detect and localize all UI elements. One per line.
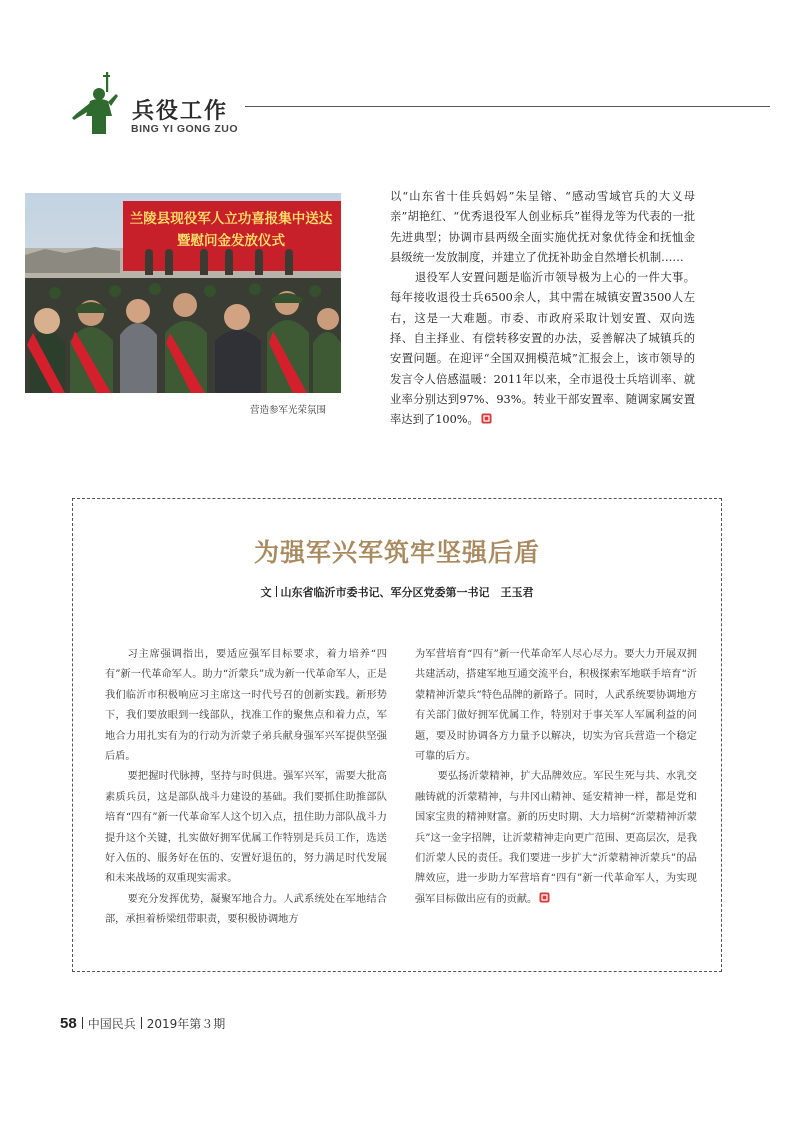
page-footer xyxy=(60,1015,225,1032)
article-column-2 xyxy=(415,645,697,910)
photo-caption: 营造参军光荣氛围 xyxy=(250,405,327,416)
col2-paragraph-2-text: 要弘扬沂蒙精神，扩大品牌效应。军民生死与共、水乳交融铸就的沂蒙精神，与井冈山精神、延安精神一样，都是党和国家宝贵的精神财富。新的历史时期、大力培树“沂蒙精神沂蒙兵”这一金字招牌，让沂蒙精神走向更广范围、更高层次，是我们沂蒙人民的责任。我们要进一步扩大“沂蒙精神沂蒙兵”的品牌效应，进一步助力军营培育“四有”新一代革命军人，为实现强军目标做出应有的贡献。 xyxy=(415,771,697,905)
top-text-column xyxy=(390,187,695,431)
footer-separator xyxy=(82,1017,83,1029)
banner-line-2: 暨慰问金发放仪式 xyxy=(177,233,285,249)
col2-paragraph-1: 为军营培育“四有”新一代革命军人尽心尽力。要大力开展双拥共建活动，搭建军地互通交流平台，积极探索军地联手培育“沂蒙精神沂蒙兵”特色品牌的新路子。同时，人武系统要协调地方有关部门做好拥军优属工作，特别对于事关军人军属利益的问题，要及时协调各方力量予以解决，切实为官兵营造一个稳定可靠的后方。 xyxy=(415,649,697,763)
magazine-name: 中国民兵 xyxy=(87,1017,136,1031)
col2-paragraph-2 xyxy=(415,767,697,910)
top-paragraph-2-text: 退役军人安置问题是临沂市领导极为上心的一件大事。每年接收退役士兵6500余人，其中需在城镇安置3500人左右，这是一大难题。市委、市政府采取计划安置、双向选择、自主择业、有偿转移安置的办法，妥善解决了城镇兵的安置问题。在迎评“全国双拥模范城”汇报会上，该市领导的发言令人倍感温暖：2011年以来，全市退役士兵培训率、就业率分别达到97%、93%。转业干部安置率、随调家属安置率达到了100%。 xyxy=(390,271,695,427)
byline-prefix: 文 xyxy=(260,586,272,599)
section-title: 兵役工作 xyxy=(132,99,229,124)
byline-author: 山东省临沂市委书记、军分区党委第一书记 王玉君 xyxy=(280,586,534,599)
col1-paragraph-3: 要充分发挥优势，凝聚军地合力。人武系统处在军地结合部，承担着桥梁纽带职责，要积极协调地方 xyxy=(105,893,387,926)
section-subtitle: BING YI GONG ZUO xyxy=(131,123,238,135)
end-mark-icon xyxy=(481,413,492,424)
col1-paragraph-1: 习主席强调指出，要适应强军目标要求，着力培养“四有”新一代革命军人。助力“沂蒙兵”成为新一代革命军人，正是我们临沂市积极响应习主席这一时代号召的创新实践。新形势下，我们要放眼到一线部队，找准工作的聚焦点和着力点，军地合力用扎实有为的行动为沂蒙子弟兵献身强军兴军提供坚强后盾。 xyxy=(105,649,387,763)
issue-label: 2019年第３期 xyxy=(146,1017,226,1031)
banner-line-1: 兰陵县现役军人立功喜报集中送达 xyxy=(129,211,333,227)
page-number: 58 xyxy=(60,1015,77,1032)
ceremony-illustration xyxy=(25,193,341,393)
article-column-1 xyxy=(105,645,387,931)
top-paragraph-1: 以“山东省十佳兵妈妈”朱呈镕、“感动雪域官兵的大义母亲”胡艳红、“优秀退役军人创业标兵”崔得龙等为代表的一批先进典型；协调市县两级全面实施优抚对象优待金和抚恤金县级统一发放制度，并建立了优抚补助金自然增长机制…… xyxy=(390,190,695,264)
article-byline xyxy=(72,584,722,600)
top-paragraph-2 xyxy=(390,268,695,430)
footer-separator xyxy=(141,1017,142,1029)
end-mark-icon xyxy=(539,892,550,903)
soldier-logo-icon xyxy=(70,72,128,134)
byline-separator xyxy=(276,586,277,597)
col1-paragraph-2: 要把握时代脉搏，坚持与时俱进。强军兴军，需要大批高素质兵员，这是部队战斗力建设的基础。我们要抓住助推部队培育“四有”新一代革命军人这个切入点，扭住助力部队战斗力提升这个关键，扎实做好拥军优属工作特别是兵员工作，选送好入伍的、服务好在伍的、安置好退伍的，努力满足时代发展和未来战场的双重现实需求。 xyxy=(105,771,387,885)
ceremony-photo xyxy=(25,193,341,393)
header-rule xyxy=(245,106,770,107)
article-title: 为强军兴军筑牢坚强后盾 xyxy=(253,538,540,567)
